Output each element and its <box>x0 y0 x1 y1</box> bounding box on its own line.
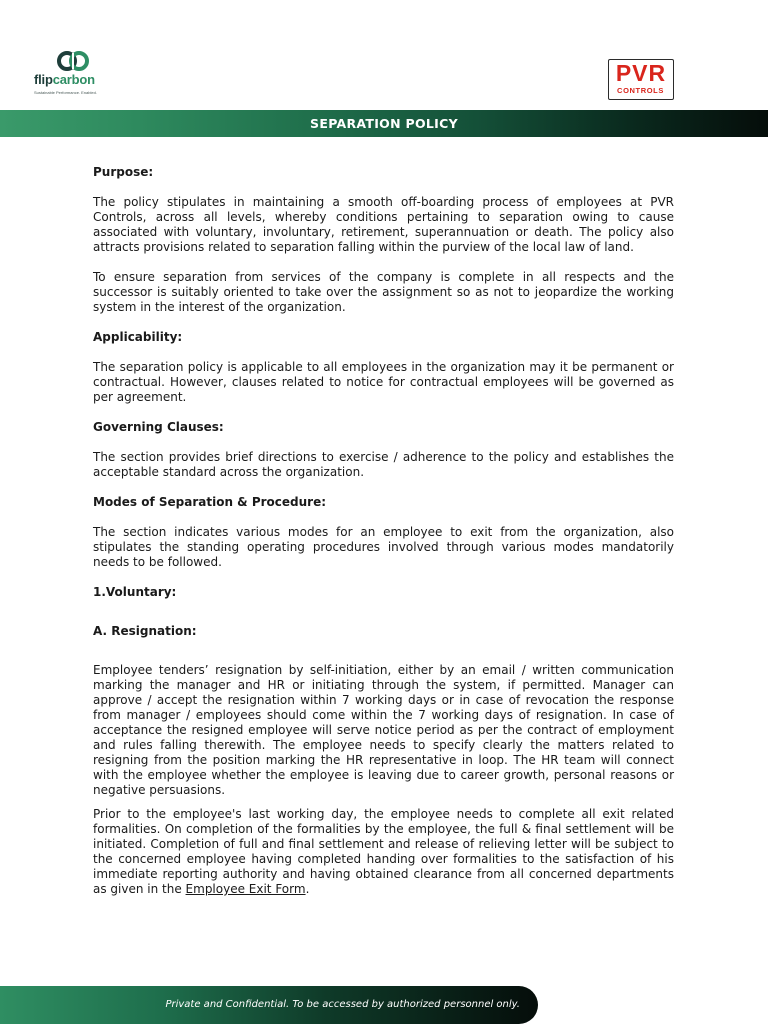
resignation-paragraph-2-text: Prior to the employee's last working day, the employee needs to complete all exit related formalities. On completion of the formalities by the employee, the full & final settlement will be initiated. Completion of full and final settlement and release of relieving letter will be subject to the concerned employee having completed handing over formalities to the satisfaction of his immediate reporting authority and having obtained clearance from all concerned departments as given in the <box>93 807 674 896</box>
flipcarbon-name-part1: flip <box>34 72 53 87</box>
modes-paragraph: The section indicates various modes for an employee to exit from the organization, also stipulates the standing operating procedures involved through various modes mandatorily needs to be followed. <box>93 525 674 569</box>
page-title: SEPARATION POLICY <box>310 116 458 131</box>
resignation-heading: A. Resignation: <box>93 624 197 638</box>
flipcarbon-wordmark <box>34 72 95 87</box>
pvr-logo-name: PVR <box>615 60 667 86</box>
resignation-paragraph-1: Employee tenders’ resignation by self-initiation, either by an email / written communication marking the manager and HR or initiating through the system, if permitted. Manager can approve / accept the resignation within 7 working days or in case of revocation the response from manager / employees should come within the 7 working days of resignation. In case of acceptance the resigned employee will serve notice period as per the contract of employment and rules falling therewith. The employee needs to specify clearly the matters related to resigning from the position marking the HR representative in loop. The HR team will connect with the employee whether the employee is leaving due to career growth, personal reasons or negative persuasions. <box>93 663 674 797</box>
flipcarbon-logo <box>34 50 114 100</box>
employee-exit-form-link[interactable]: Employee Exit Form <box>185 882 306 896</box>
flipcarbon-name-part2: carbon <box>52 72 95 87</box>
purpose-heading: Purpose: <box>93 165 154 179</box>
voluntary-heading: 1.Voluntary: <box>93 585 177 599</box>
modes-heading: Modes of Separation & Procedure: <box>93 495 327 509</box>
footer-bar <box>0 986 538 1024</box>
flipcarbon-mark-icon <box>56 50 90 72</box>
pvr-controls-logo <box>608 59 674 100</box>
resignation-paragraph-2 <box>93 807 674 897</box>
document-body <box>93 165 674 912</box>
applicability-paragraph: The separation policy is applicable to all employees in the organization may it be permanent or contractual. However, clauses related to notice for contractual employees will be governed as per agreement. <box>93 360 674 404</box>
resignation-paragraph-2-end: . <box>305 882 310 896</box>
title-bar <box>0 110 768 137</box>
governing-clauses-paragraph: The section provides brief directions to exercise / adherence to the policy and establishes the acceptable standard across the organization. <box>93 450 674 479</box>
purpose-paragraph-1: The policy stipulates in maintaining a smooth off-boarding process of employees at PVR Controls, across all levels, whereby conditions pertaining to separation owing to cause associated with voluntary, involuntary, retirement, superannuation or death. The policy also attracts provisions related to separation falling within the purview of the local law of land. <box>93 195 674 254</box>
pvr-logo-sub: CONTROLS <box>617 86 664 95</box>
footer-text: Private and Confidential. To be accessed by authorized personnel only. <box>165 999 520 1010</box>
flipcarbon-tagline: Sustainable Performance. Enabled. <box>34 90 97 95</box>
purpose-paragraph-2: To ensure separation from services of the company is complete in all respects and the successor is suitably oriented to take over the assignment so as not to jeopardize the working system in the interest of the organization. <box>93 270 674 314</box>
governing-clauses-heading: Governing Clauses: <box>93 420 224 434</box>
applicability-heading: Applicability: <box>93 330 183 344</box>
